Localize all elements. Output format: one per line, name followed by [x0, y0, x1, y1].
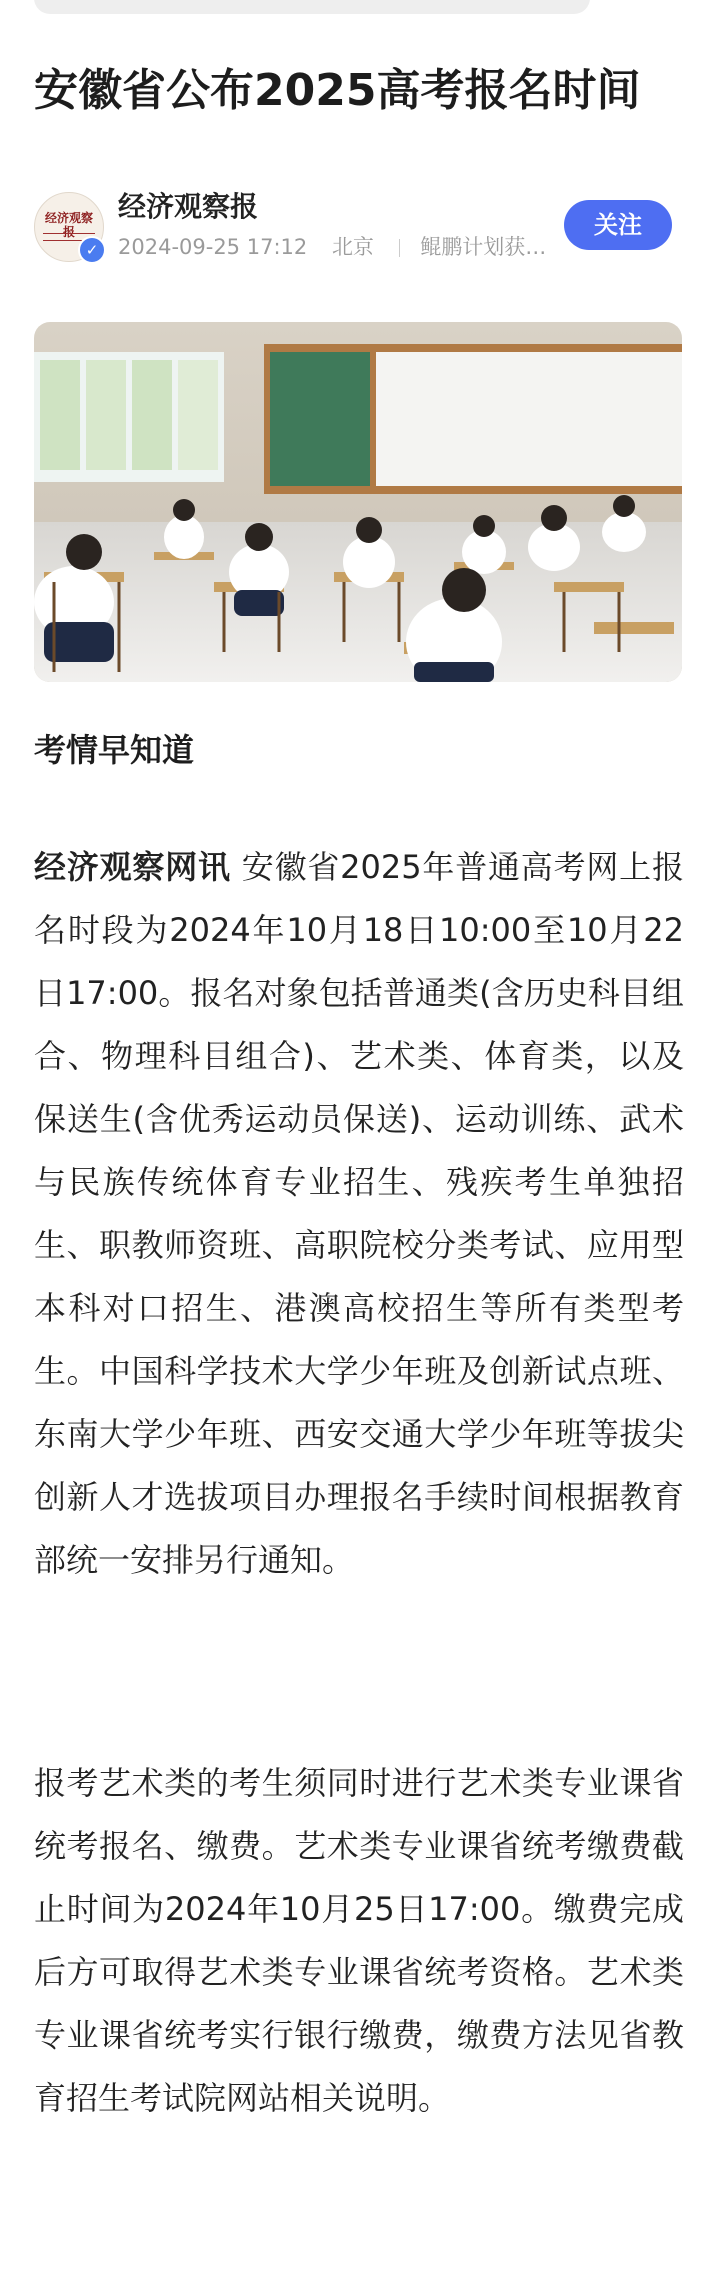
author-name[interactable]: 经济观察报 — [118, 190, 259, 223]
section-heading: 考情早知道 — [34, 731, 195, 769]
follow-button[interactable]: 关注 — [564, 200, 672, 250]
avatar-logo: 经济观察报 — [44, 211, 93, 239]
meta-line — [118, 234, 564, 260]
article-paragraph-1 — [34, 836, 684, 1592]
paragraph-text: 安徽省2025年普通高考网上报名时段为2024年10月18日10:00至10月22日17:00。报名对象包括普通类(含历史科目组合、物理科目组合)、艺术类、体育类，以及保送生(含优秀运动员保送)、运动训练、武术与民族传统体育专业招生、残疾考生单独招生、职教师资班、高职院校分类考试、应用型本科对口招生、港澳高校招生等所有类型考生。中国科学技术大学少年班及创新试点班、东南大学少年班、西安交通大学少年班等拔尖创新人才选拔项目办理报名手续时间根据教育部统一安排另行通知。 — [34, 848, 684, 1579]
meta-divider — [399, 239, 400, 257]
verified-badge-icon: ✓ — [78, 236, 106, 264]
publish-location: 北京 — [331, 235, 374, 259]
author-tag[interactable]: 鲲鹏计划获… — [420, 235, 547, 259]
hero-image[interactable] — [34, 322, 682, 682]
article-paragraph-2 — [34, 1752, 684, 2130]
paragraph-lead: 经济观察网讯 — [34, 848, 231, 886]
classroom-exam-photo — [34, 322, 682, 682]
top-search-bar-edge[interactable] — [34, 0, 590, 14]
paragraph-text: 报考艺术类的考生须同时进行艺术类专业课省统考报名、缴费。艺术类专业课省统考缴费截止时间为2024年10月25日17:00。缴费完成后方可取得艺术类专业课省统考资格。艺术类专业课省统考实行银行缴费，缴费方法见省教育招生考试院网站相关说明。 — [34, 1764, 684, 2117]
page-title: 安徽省公布2025高考报名时间 — [34, 65, 641, 116]
author-row — [34, 190, 684, 266]
publish-date: 2024-09-25 17:12 — [118, 235, 308, 259]
